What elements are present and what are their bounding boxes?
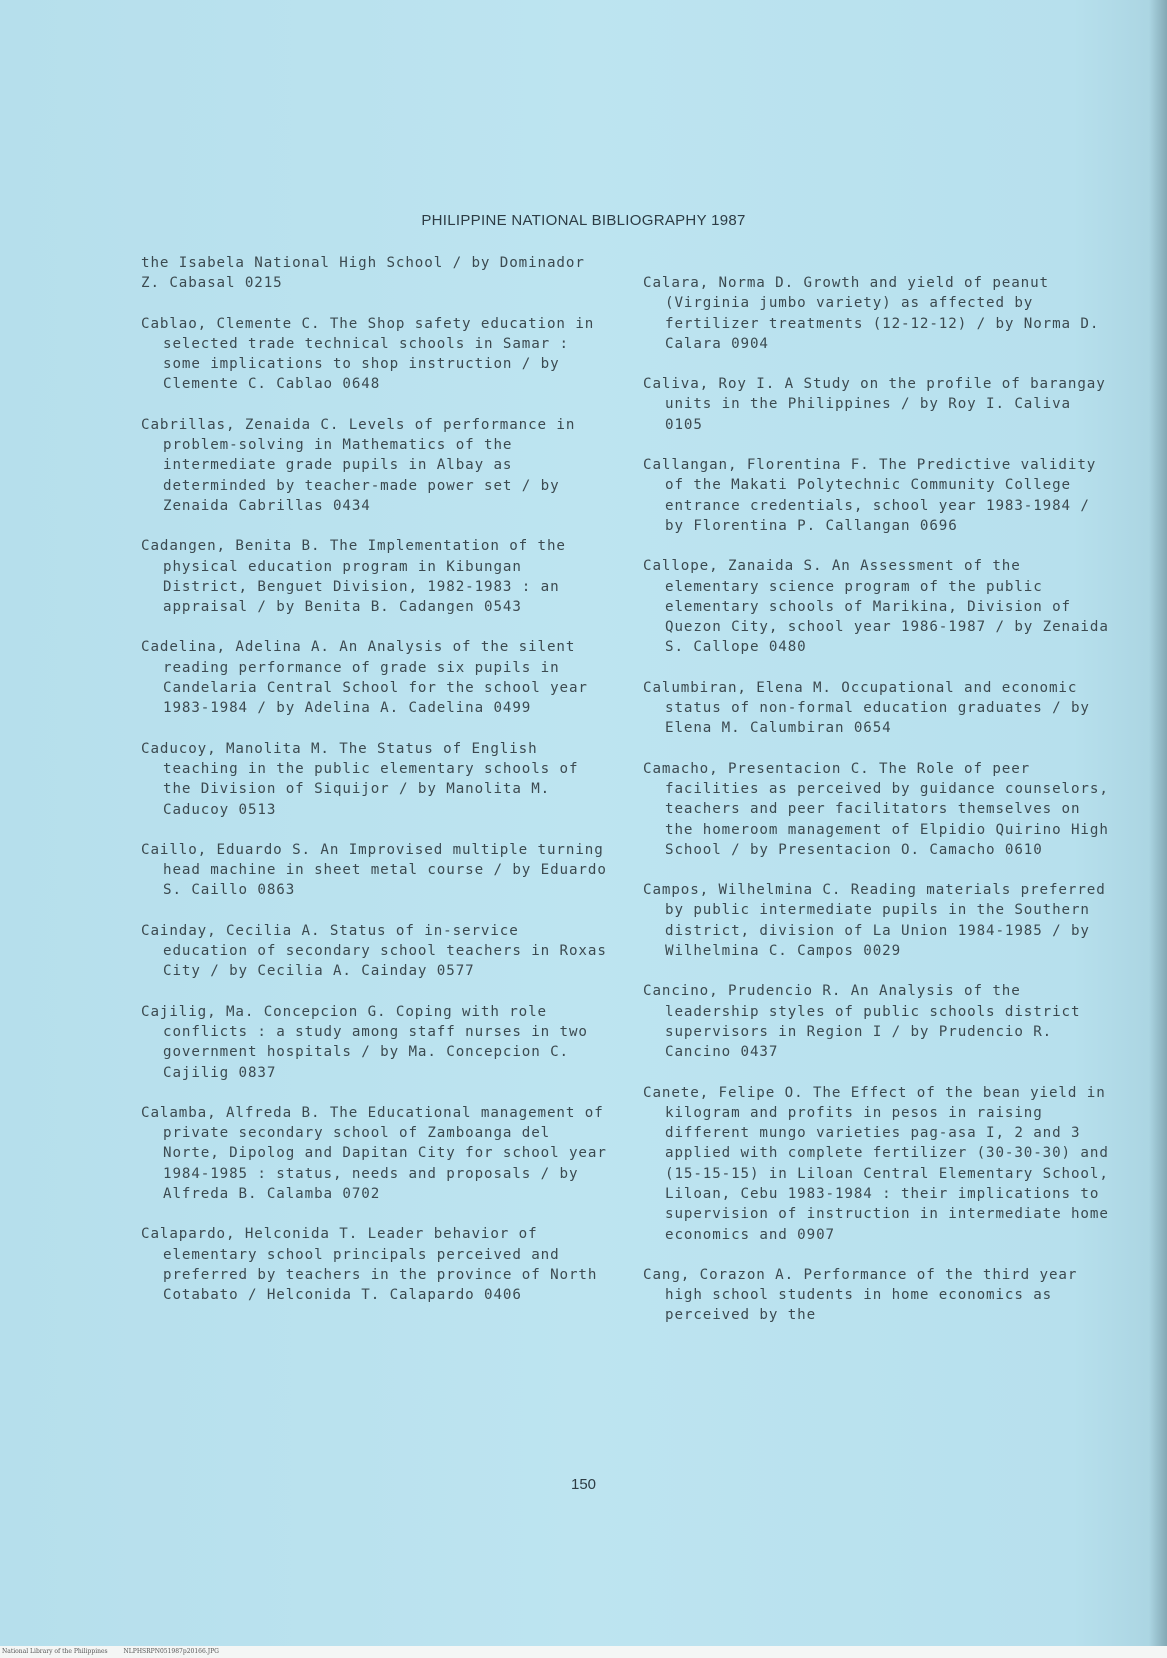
scan-footer [0, 1646, 1167, 1658]
bib-entry: Caducoy, Manolita M. The Status of English teaching in the public elementary schools of the Division of Siquijor / by Manolita M. Caducoy 0513 [141, 740, 579, 818]
page-number: 150 [570, 1476, 597, 1493]
bib-entry: Caliva, Roy I. A Study on the profile of barangay units in the Philippines / by Roy I. Caliva 0105 [643, 376, 1106, 433]
left-column [141, 253, 611, 1325]
bib-entry: Calara, Norma D. Growth and yield of peanut (Virginia jumbo variety) as affected by fertilizer treatments (12-12-12) / by Norma D. Calara 0904 [643, 275, 1100, 352]
bib-entry: the Isabela National High School / by Dominador Z. Cabasal 0215 [141, 255, 585, 292]
bib-entry: Cang, Corazon A. Performance of the third year high school students in home economics as perceived by the [643, 1266, 1078, 1324]
bib-entry: Calumbiran, Elena M. Occupational and economic status of non-formal education graduates / by Elena M. Calumbiran 0654 [643, 679, 1090, 737]
page-edge-shadow [1149, 0, 1167, 1658]
bib-entry: Cajilig, Ma. Concepcion G. Coping with role conflicts : a study among staff nurses in two government hospitals / by Ma. Concepcion C. Cajilig 0837 [141, 1003, 588, 1081]
bib-entry: Calapardo, Helconida T. Leader behavior of elementary school principals perceived and preferred by teachers in the province of North Cotabato / Helconida T. Calapardo 0406 [141, 1226, 598, 1304]
bib-entry: Cainday, Cecilia A. Status of in-service education of secondary school teachers in Roxas City / by Cecilia A. Cainday 0577 [141, 922, 607, 980]
bib-entry: Calamba, Alfreda B. The Educational management of private secondary school of Zamboanga del Norte, Dipolog and Dapitan City for school year 1984-1985 : status, needs and proposals / by Alfreda B. Calamba 0702 [141, 1104, 607, 1202]
bib-entry: Campos, Wilhelmina C. Reading materials preferred by public intermediate pupils in the Southern district, division of La Union 1984-1985 / by Wilhelmina C. Campos 0029 [643, 882, 1106, 960]
bib-entry: Cadangen, Benita B. The Implementation of the physical education program in Kibungan District, Benguet Division, 1982-1983 : an appraisal / by Benita B. Cadangen 0543 [141, 538, 566, 616]
footer-file: NLPHSRPN051987p20166.JPG [123, 1648, 219, 1655]
bib-entry: Callangan, Florentina F. The Predictive validity of the Makati Polytechnic Community College entrance credentials, school year 1983-1984 / by Florentina P. Callangan 0696 [643, 457, 1097, 534]
bib-entry: Cancino, Prudencio R. An Analysis of the leadership styles of public schools district supervisors in Region I / by Prudencio R. Cancino 0437 [643, 983, 1081, 1061]
bib-entry: Cabrillas, Zenaida C. Levels of performance in problem-solving in Mathematics of the intermediate grade pupils in Albay as determinded by teacher-made power set / by Zenaida Cabrillas 0434 [141, 416, 576, 514]
page-header: PHILIPPINE NATIONAL BIBLIOGRAPHY 1987 [421, 212, 746, 229]
bib-entry: Callope, Zanaida S. An Assessment of the elementary science program of the public elementary schools of Marikina, Division of Quezon City, school year 1986-1987 / by Zenaida S. Callope 0480 [643, 558, 1109, 656]
bib-entry: Cadelina, Adelina A. An Analysis of the silent reading performance of grade six pupils in Candelaria Central School for the school year 1983-1984 / by Adelina A. Cadelina 0499 [141, 639, 588, 717]
bib-entry: Cablao, Clemente C. The Shop safety education in selected trade technical schools in Samar : some implications to shop instruction / by Clemente C. Cablao 0648 [141, 315, 595, 393]
bib-entry: Camacho, Presentacion C. The Role of peer facilities as perceived by guidance counselors, teachers and peer facilitators themselves on the homeroom management of Elpidio Quirino High School / by Presentacion O. Camacho 0610 [643, 760, 1109, 858]
footer-library: National Library of the Philippines [2, 1648, 108, 1655]
bib-entry: Canete, Felipe O. The Effect of the bean yield in kilogram and profits in pesos in raising different mungo varieties pag-asa I, 2 and 3 applied with complete fertilizer (30-30-30) and (15-15-15) in Liloan Central Elementary School, Liloan, Cebu 1983-1984 : their implications to supervision of instruction in intermediate home economics and 0907 [643, 1084, 1109, 1243]
right-column [643, 273, 1113, 1346]
bib-entry: Caillo, Eduardo S. An Improvised multiple turning head machine in sheet metal course / by Eduardo S. Caillo 0863 [141, 841, 607, 899]
